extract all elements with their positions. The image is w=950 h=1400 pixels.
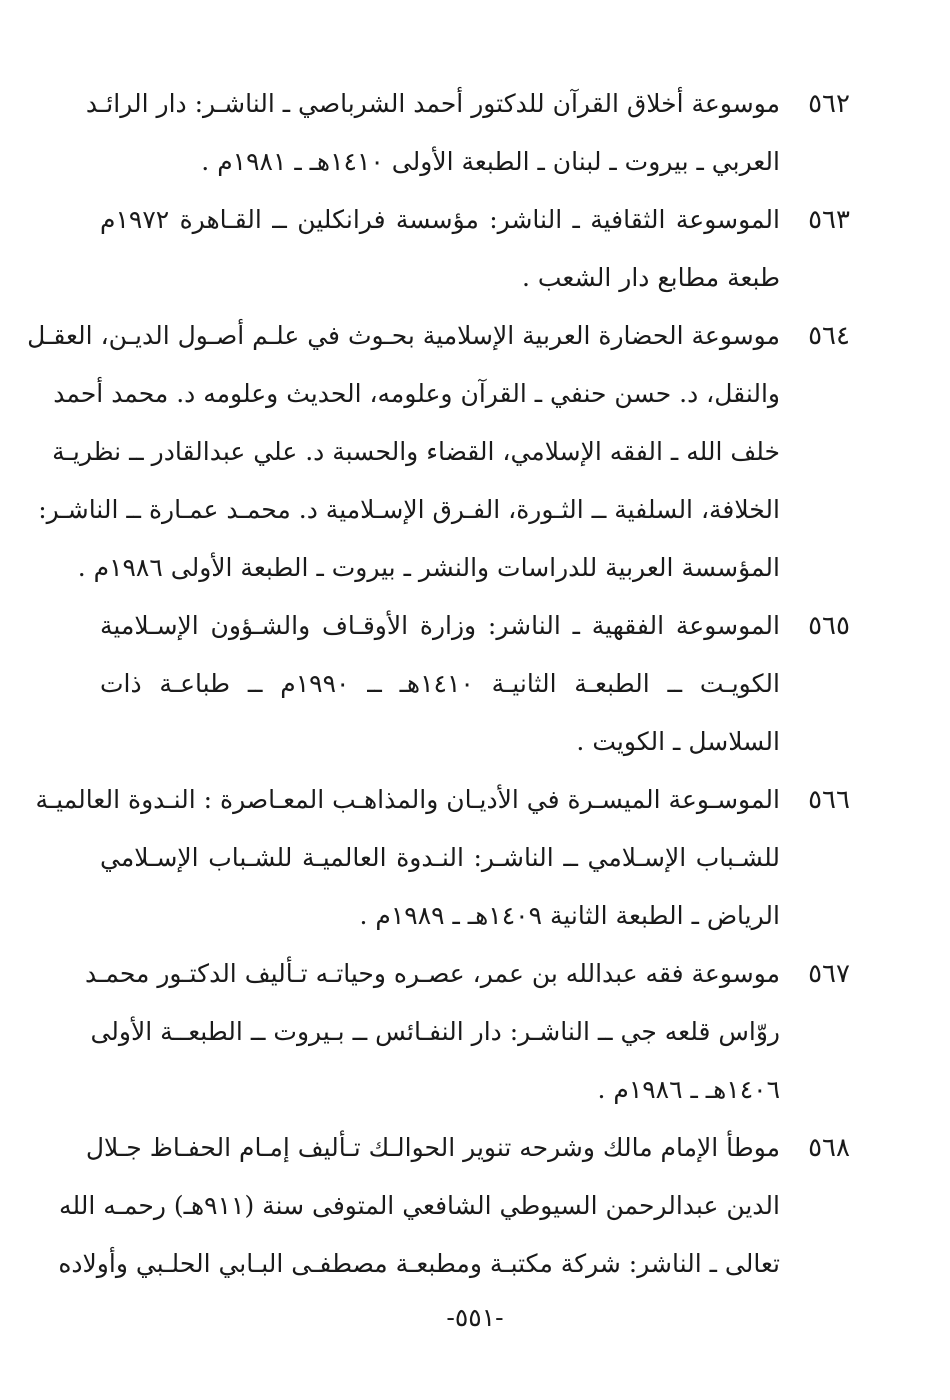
entry-line: المؤسسة العربية للدراسات والنشر ـ بيروت ـ الطبعة الأولى ١٩٨٦م . [77,553,780,582]
entry-line: السلاسل ـ الكويت . [576,727,780,756]
entry-line: موطأ الإمام مالك وشرحه تنوير الحوالـك تـأليف إمـام الحفـاظ جـلال [85,1133,780,1162]
entry-line: الموسوعة الثقافية ـ الناشر: مؤسسة فرانكلين ــ القـاهرة ١٩٧٢م [100,205,780,234]
entry-text [85,75,780,191]
bibliography-entry [35,771,850,945]
entry-line: للشـباب الإسـلامي ــ الناشـر: النـدوة العالميـة للشـباب الإسـلامي [100,843,780,872]
bibliography-entry [27,307,850,597]
entry-text [100,191,780,307]
entry-line: الدين عبدالرحمن السيوطي الشافعي المتوفى سنة (٩١١هـ) رحمـه الله [59,1191,780,1220]
entry-line: موسوعة أخلاق القرآن للدكتور أحمد الشرباصي ـ الناشـر: دار الرائـد [85,89,780,118]
bibliography-list [27,75,850,1293]
page-number: -٥٥١- [446,1303,504,1332]
entry-line: روّاس قلعه جي ــ الناشـر: دار النفـائس ــ بـيروت ــ الطبعــة الأولى [90,1017,780,1046]
bibliography-entry [85,75,850,191]
entry-line: خلف الله ـ الفقه الإسلامي، القضاء والحسبة د. علي عبدالقادر ــ نظريـة [52,437,780,466]
entry-line: موسوعة فقه عبدالله بن عمر، عصـره وحياتـه تـأليف الدكتـور محمـد [84,959,780,988]
entry-number: ٥٦٥ [808,611,850,641]
entry-line: الرياض ـ الطبعة الثانية ١٤٠٩هـ ـ ١٩٨٩م . [359,901,780,930]
bibliography-entry [84,945,850,1119]
entry-text [84,945,780,1119]
entry-line: تعالى ـ الناشر: شركة مكتبـة ومطبعـة مصطفـى البـابي الحلـبي وأولاده [58,1249,780,1278]
entry-number: ٥٦٤ [808,321,850,351]
bibliography-entry [58,1119,850,1293]
entry-line: موسوعة الحضارة العربية الإسلامية بحـوث في علـم أصـول الديـن، العقـل [27,321,780,350]
entry-number: ٥٦٧ [808,959,850,989]
entry-line: ١٤٠٦هـ ـ ١٩٨٦م . [597,1075,780,1104]
entry-text [58,1119,780,1293]
entry-text [35,771,780,945]
entry-text [100,597,780,771]
entry-line: الموسوعة الفقهية ـ الناشر: وزارة الأوقـاف والشـؤون الإسـلامية [100,611,780,640]
entry-number: ٥٦٦ [808,785,850,815]
entry-line: الكويـت ــ الطبعـة الثانيـة ١٤١٠هـ ــ ١٩٩٠م ــ طباعـة ذات [100,669,780,698]
entry-line: والنقل، د. حسن حنفي ـ القرآن وعلومه، الحديث وعلومه د. محمد أحمد [53,379,780,408]
entry-number: ٥٦٢ [808,89,850,119]
entry-number: ٥٦٨ [808,1133,850,1163]
entry-line: الموسـوعة الميسـرة في الأديـان والمذاهـب المعـاصرة : النـدوة العالميـة [35,785,780,814]
entry-text [27,307,780,597]
entry-line: الخلافة، السلفية ــ الثـورة، الفـرق الإسـلامية د. محمـد عمـارة ــ الناشـر: [38,495,780,524]
bibliography-entry [100,597,850,771]
entry-line: العربي ـ بيروت ـ لبنان ـ الطبعة الأولى ١٤١٠هـ ـ ١٩٨١م . [201,147,780,176]
entry-line: طبعة مطابع دار الشعب . [521,263,780,292]
entry-number: ٥٦٣ [808,205,850,235]
bibliography-entry [100,191,850,307]
